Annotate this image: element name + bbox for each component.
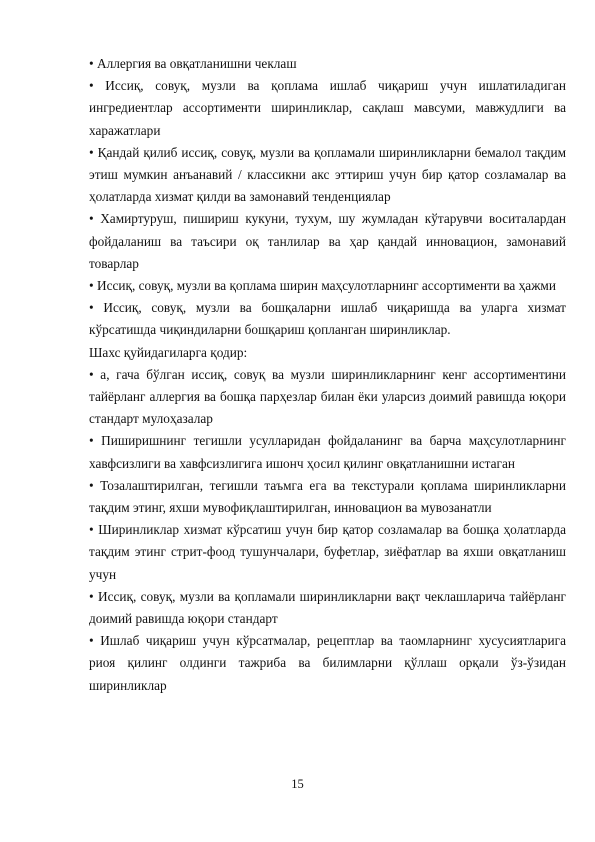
bullet-allergy: • Аллергия ва овқатланишни чеклаш [89, 56, 297, 71]
bullet-assortment: • Иссиқ, совуқ, музли ва қоплама ширин маҳсулотларнинг ассортименти ва ҳажми [89, 278, 556, 294]
bullet-raising-agents: • Хамиртуруш, пишириш кукуни, тухум, шу жумладан кўтарувчи воситалардан фойдаланиш ва таъсири оқ танлилар ва ҳар қандай инновацион, замонавий товарлар [89, 211, 566, 271]
bullet-ingredients: • Иссиқ, совуқ, музли ва қоплама ишлаб чиқариш учун ишлатиладиган ингредиентлар ассортименти ширинликлар, сақлаш мавсуми, мавжудлиги ва харажатлари [89, 78, 566, 138]
bullet-time-limits: • Иссиқ, совуқ, музли ва қопламали ширинликларни вақт чеклашларича тайёрланг доимий равишда юқори стандарт [89, 588, 566, 627]
section-heading-abilities: Шахс қуйидагиларга қодир: [89, 344, 248, 360]
bullet-prepare-range: • а, гача бўлган иссиқ, совуқ ва музли ширинликларнинг кенг ассортиментини тайёрланг аллергия ва бошқа парҳезлар билан ёки уларсиз доимий равишда юқори стандарт мулоҳазалар [89, 366, 566, 427]
bullet-recipes: • Ишлаб чиқариш учун кўрсатмалар, рецептлар ва таомларнинг хусусиятларига риоя қилинг олдинги тажриба ва билимларни қўллаш орқали ўз-ўзидан ширинликлар [89, 633, 566, 693]
bullet-service-settings: • Ширинликлар хизмат кўрсатиш учун бир қатор созламалар ва бошқа ҳолатларда тақдим этинг стрит-фоод тушунчалари, буфетлар, зиёфатлар ва яхши овқатланиш учун [89, 522, 566, 582]
bullet-refined-desserts: • Тозалаштирилган, тегишли таъмга ега ва текстурали қоплама ширинликларни тақдим этинг, яхши мувофиқлаштирилган, инновацион ва мувозанатли [89, 477, 566, 516]
bullet-cooking-methods: • Пиширишнинг тегишли усулларидан фойдаланинг ва барча маҳсулотларнинг хавфсизлиги ва хавфсизлигига ишонч ҳосил қилинг овқатланишни истаган [89, 433, 566, 471]
bullet-presentation: • Қандай қилиб иссиқ, совуқ, музли ва қопламали ширинликларни бемалол тақдим этиш мумкин анъанавий / классикни акс эттириш учун бир қатор созламалар ва ҳолатларда хизмат қилди ва замонавий тенденциялар [89, 144, 566, 205]
document-body [89, 53, 566, 697]
bullet-waste-management: • Иссиқ, совуқ, музли ва бошқаларни ишлаб чиқаришда ва уларга хизмат кўрсатишда чиқиндиларни бошқариш қопланган ширинликлар. [89, 300, 566, 338]
page-number: 15 [291, 777, 304, 791]
